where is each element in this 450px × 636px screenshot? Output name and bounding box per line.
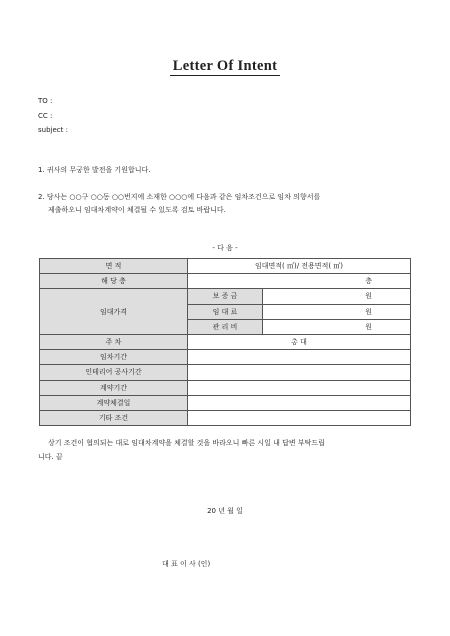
deposit-unit: 원 [263, 289, 411, 304]
date-line: 20 년 월 일 [207, 507, 243, 515]
table-row [40, 334, 411, 349]
table-row [40, 395, 411, 410]
contract-date-label: 계약체결일 [40, 395, 188, 410]
rent-label: 임 대 료 [188, 304, 263, 319]
mgmt-label: 관 리 비 [188, 319, 263, 334]
parking-value: 총 대 [188, 334, 411, 349]
paragraph-2-line-2: 제출하오니 임대차계약이 체결될 수 있도록 검토 바랍니다. [48, 206, 226, 214]
section-heading: - 다 음 - [212, 244, 238, 252]
mgmt-unit: 원 [263, 319, 411, 334]
paragraph-1: 1. 귀사의 무궁한 발전을 기원합니다. [38, 166, 151, 174]
table-row [40, 365, 411, 380]
paragraph-2-line-1: 2. 당사는 ○○구 ○○동 ○○번지에 소재한 ○○○에 다음과 같은 임차조건으로 임차 의향서를 [38, 193, 321, 201]
cc-line: CC : [38, 112, 53, 120]
table-row [40, 410, 411, 425]
terms-table [39, 258, 411, 426]
price-label: 임대가격 [40, 289, 188, 335]
floor-value: 층 [188, 274, 411, 289]
table-row [40, 350, 411, 365]
table-row [40, 274, 411, 289]
area-value: 임대면적( ㎡)/ 전용면적( ㎡) [188, 259, 411, 274]
contract-period-label: 계약기간 [40, 380, 188, 395]
period-label: 임차기간 [40, 350, 188, 365]
contract-period-value [188, 380, 411, 395]
floor-label: 해 당 층 [40, 274, 188, 289]
table-row [40, 380, 411, 395]
period-value [188, 350, 411, 365]
to-line: TO : [38, 97, 53, 105]
signature-line: 대 표 이 사 (인) [162, 560, 211, 568]
subject-line: subject : [38, 126, 68, 134]
closing-line-2: 니다. 끝 [38, 453, 63, 461]
parking-label: 주 차 [40, 334, 188, 349]
other-value [188, 410, 411, 425]
area-label: 면 적 [40, 259, 188, 274]
table-row [40, 259, 411, 274]
table-row [40, 289, 411, 304]
deposit-label: 보 증 금 [188, 289, 263, 304]
interior-value [188, 365, 411, 380]
interior-label: 인테리어 공사기간 [40, 365, 188, 380]
closing-line-1: 상기 조건이 협의되는 대로 임대차계약을 체결할 것을 바라오니 빠른 시일 내 답변 부탁드립 [48, 439, 325, 447]
document-title: Letter Of Intent [0, 58, 450, 75]
other-label: 기타 조건 [40, 410, 188, 425]
contract-date-value [188, 395, 411, 410]
rent-unit: 원 [263, 304, 411, 319]
